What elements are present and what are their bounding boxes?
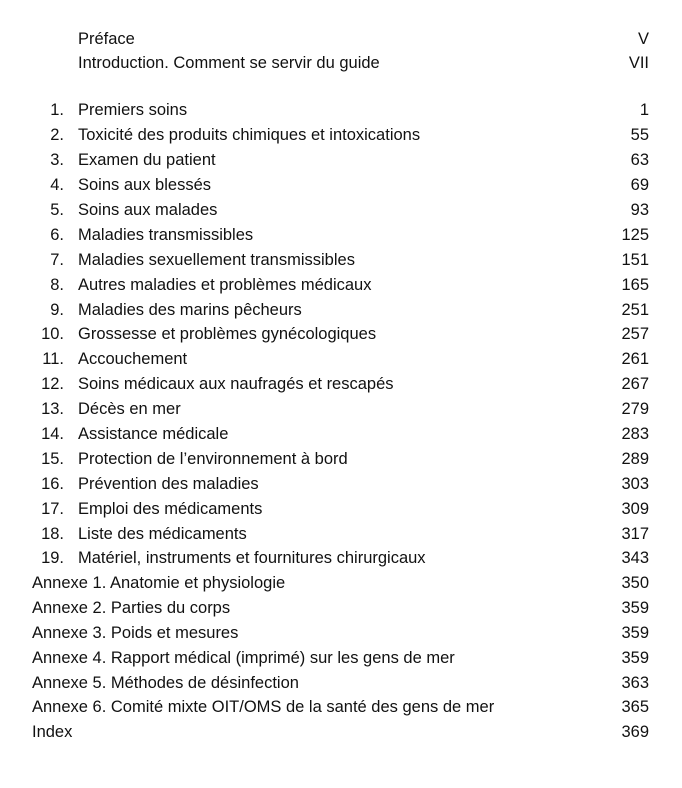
toc-entry-page: 125 (621, 226, 649, 244)
toc-entry-title: Annexe 5. Méthodes de désinfection (32, 674, 299, 692)
toc-entry-page: 257 (621, 325, 649, 343)
toc-entry-chapter-1 (0, 98, 682, 123)
toc-entry-page: 303 (621, 475, 649, 493)
toc-entry-title: Prévention des maladies (78, 475, 259, 493)
toc-entry-preface (0, 27, 682, 52)
toc-entry-page: 63 (630, 151, 649, 169)
toc-entry-page: 55 (630, 126, 649, 144)
toc-entry-index (0, 720, 682, 745)
toc-entry-chapter-14 (0, 422, 682, 447)
toc-entry-title: Annexe 6. Comité mixte OIT/OMS de la santé des gens de mer (32, 698, 495, 716)
toc-entry-title: Soins aux malades (78, 201, 218, 219)
toc-entry-number: 19. (41, 549, 64, 567)
toc-entry-number: 18. (41, 525, 64, 543)
toc-entry-title: Autres maladies et problèmes médicaux (78, 276, 372, 294)
toc-entry-title: Grossesse et problèmes gynécologiques (78, 325, 377, 343)
toc-entry-page: 93 (630, 201, 649, 219)
toc-entry-title: Décès en mer (78, 400, 181, 418)
toc-entry-number: 16. (41, 475, 64, 493)
toc-entry-page: 151 (621, 251, 649, 269)
toc-entry-chapter-3 (0, 148, 682, 173)
toc-entry-introduction (0, 51, 682, 76)
toc-entry-number: 1. (50, 101, 64, 119)
toc-entry-number: 5. (50, 201, 64, 219)
toc-entry-number: 13. (41, 400, 64, 418)
toc-entry-chapter-10 (0, 322, 682, 347)
toc-entry-page: 251 (621, 301, 649, 319)
toc-entry-page: 343 (621, 549, 649, 567)
toc-entry-page: 363 (621, 674, 649, 692)
toc-entry-chapter-11 (0, 347, 682, 372)
toc-entry-chapter-12 (0, 372, 682, 397)
toc-entry-annexe-6 (0, 695, 682, 720)
toc-entry-number: 6. (50, 226, 64, 244)
toc-entry-title: Accouchement (78, 350, 188, 368)
toc-entry-page: 359 (621, 649, 649, 667)
toc-entry-page: 165 (621, 276, 649, 294)
toc-entry-number: 10. (41, 325, 64, 343)
toc-entry-title: Maladies transmissibles (78, 226, 254, 244)
toc-entry-chapter-7 (0, 248, 682, 273)
toc-entry-title: Toxicité des produits chimiques et intoxications (78, 126, 421, 144)
toc-entry-chapter-6 (0, 223, 682, 248)
toc-entry-title: Annexe 3. Poids et mesures (32, 624, 239, 642)
toc-entry-page: 261 (621, 350, 649, 368)
toc-entry-title: Index (32, 723, 73, 741)
toc-entry-title: Annexe 1. Anatomie et physiologie (32, 574, 286, 592)
toc-entry-title: Examen du patient (78, 151, 216, 169)
toc-entry-page: 350 (621, 574, 649, 592)
toc-entry-chapter-18 (0, 522, 682, 547)
toc-entry-title: Liste des médicaments (78, 525, 247, 543)
toc-entry-annexe-5 (0, 671, 682, 696)
toc-entry-title: Préface (78, 30, 135, 48)
toc-entry-number: 11. (42, 350, 64, 368)
toc-entry-page: 359 (621, 624, 649, 642)
toc-entry-title: Emploi des médicaments (78, 500, 263, 518)
toc-entry-chapter-16 (0, 472, 682, 497)
toc-entry-title: Protection de l’environnement à bord (78, 450, 348, 468)
toc-entry-chapter-13 (0, 397, 682, 422)
toc-entry-page: 365 (621, 698, 649, 716)
toc-entry-chapter-5 (0, 198, 682, 223)
toc-entry-number: 15. (41, 450, 64, 468)
toc-entry-number: 3. (50, 151, 64, 169)
toc-entry-title: Annexe 2. Parties du corps (32, 599, 231, 617)
toc-entry-number: 9. (50, 301, 64, 319)
toc-entry-title: Matériel, instruments et fournitures chirurgicaux (78, 549, 426, 567)
toc-entry-number: 7. (50, 251, 64, 269)
toc-entry-page: 369 (621, 723, 649, 741)
toc-entry-annexe-1 (0, 571, 682, 596)
toc-entry-page: 267 (621, 375, 649, 393)
toc-entry-chapter-15 (0, 447, 682, 472)
toc-entry-number: 8. (50, 276, 64, 294)
toc-entry-title: Maladies sexuellement transmissibles (78, 251, 355, 269)
toc-entry-chapter-17 (0, 497, 682, 522)
toc-entry-page: 283 (621, 425, 649, 443)
toc-entry-chapter-9 (0, 298, 682, 323)
toc-entry-title: Soins aux blessés (78, 176, 211, 194)
toc-entry-title: Assistance médicale (78, 425, 229, 443)
toc-entry-chapter-19 (0, 546, 682, 571)
toc-entry-number: 4. (50, 176, 64, 194)
toc-entry-title: Premiers soins (78, 101, 188, 119)
toc-entry-page: VII (628, 54, 649, 72)
toc-entry-page: 289 (621, 450, 649, 468)
toc-entry-number: 12. (41, 375, 64, 393)
toc-entry-title: Soins médicaux aux naufragés et rescapés (78, 375, 394, 393)
toc-entry-title: Introduction. Comment se servir du guide (78, 54, 380, 72)
toc-entry-page: 1 (639, 101, 649, 119)
toc-entry-number: 2. (50, 126, 64, 144)
toc-entry-annexe-2 (0, 596, 682, 621)
toc-entry-page: 317 (621, 525, 649, 543)
toc-entry-title: Annexe 4. Rapport médical (imprimé) sur les gens de mer (32, 649, 455, 667)
toc-entry-title: Maladies des marins pêcheurs (78, 301, 302, 319)
toc-entry-chapter-2 (0, 123, 682, 148)
toc-entry-number: 17. (41, 500, 64, 518)
toc-entry-chapter-8 (0, 273, 682, 298)
toc-entry-annexe-3 (0, 621, 682, 646)
toc-entry-page: V (637, 30, 649, 48)
toc-entry-page: 309 (621, 500, 649, 518)
toc-entry-annexe-4 (0, 646, 682, 671)
toc-entry-page: 359 (621, 599, 649, 617)
toc-entry-page: 279 (621, 400, 649, 418)
toc-entry-page: 69 (630, 176, 649, 194)
toc-entry-number: 14. (41, 425, 64, 443)
toc-entry-chapter-4 (0, 173, 682, 198)
